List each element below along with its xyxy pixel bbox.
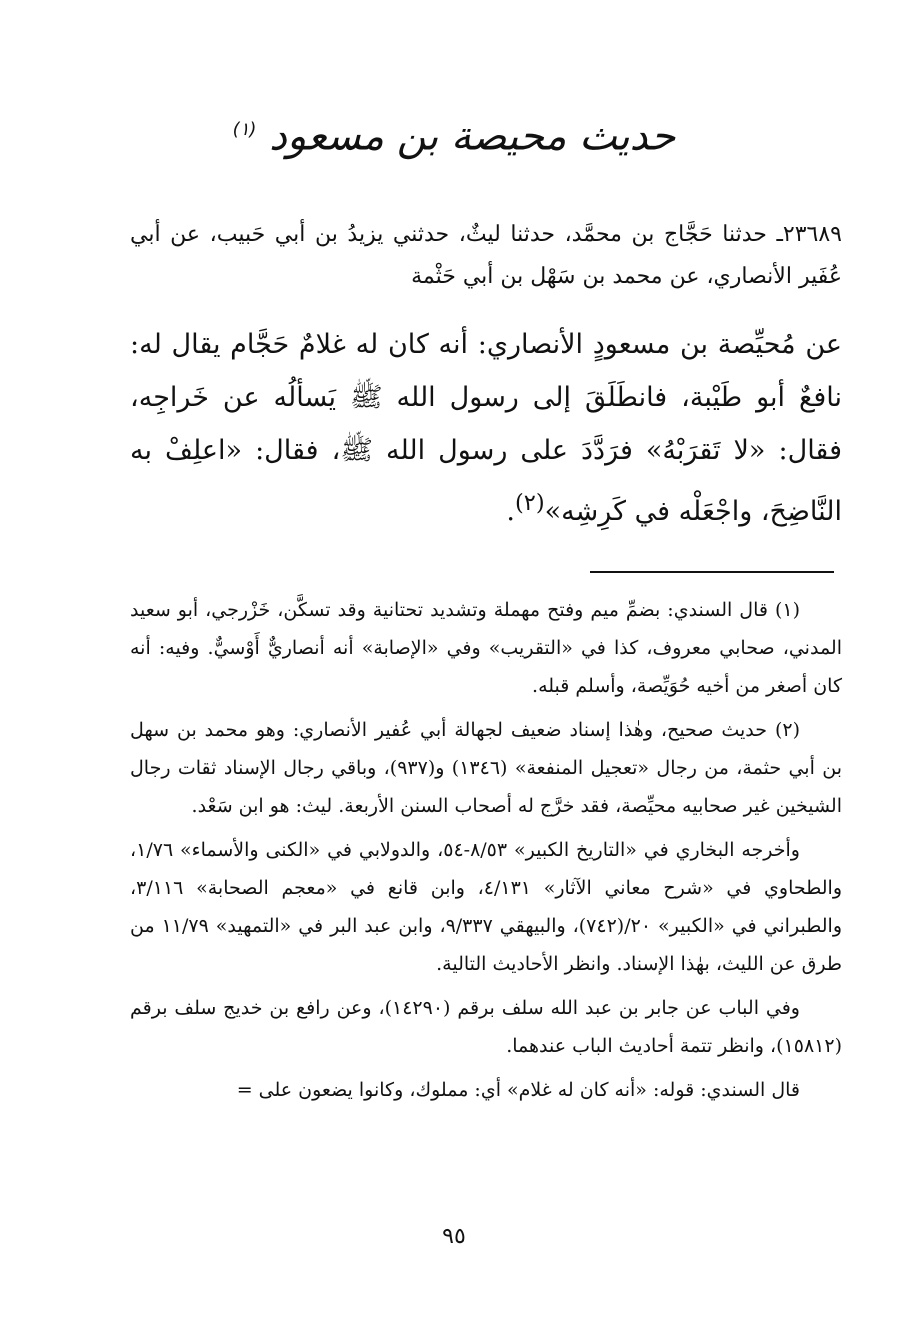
chapter-title bbox=[0, 100, 908, 166]
footnote-2-sources: وأخرجه البخاري في «التاريخ الكبير» ٨/٥٣-٥٤، والدولابي في «الكنى والأسماء» ١/٧٦، والطحاوي في «شرح معاني الآثار» ٤/١٣١، وابن قانع في «معجم الصحابة» ٣/١١٦، والطبراني في «الكبير» ٢٠/(٧٤٢)، والبيهقي ٩/٣٣٧، وابن عبد البر في «التمهيد» ١١/٧٩ من طرق عن الليث، بهٰذا الإسناد. وانظر الأحاديث التالية. bbox=[130, 839, 843, 975]
matn-footnote-ref: (٢) bbox=[514, 490, 545, 516]
title-footnote-ref: (١) bbox=[232, 119, 257, 140]
footnote-2-sindi: قال السندي: قوله: «أنه كان له غلام» أي: مملوك، وكانوا يضعون على = bbox=[236, 1079, 800, 1101]
footnote-divider bbox=[590, 571, 834, 573]
footnotes bbox=[130, 591, 842, 1115]
footnote-2: (٢) حديث صحيح، وهٰذا إسناد ضعيف لجهالة أبي عُفير الأنصاري: وهو محمد بن سهل بن أبي حثمة، من رجال «تعجيل المنفعة» (١٣٤٦) و(٩٣٧)، وباقي رجال الإسناد ثقات رجال الشيخين غير صحابيه محيِّصة، فقد خرَّج له أصحاب السنن الأربعة. ليث: هو ابن سَعْد. bbox=[130, 719, 842, 817]
hadith-matn-text: عن مُحيِّصة بن مسعودٍ الأنصاري: أنه كان له غلامٌ حَجَّام يقال له: نافعٌ أبو طَيْبة، فانطَلَقَ إلى رسول الله ﷺ يَسألُه عن خَراجِه، فقال: «لا تَقرَبْهُ» فرَدَّدَ على رسول الله ﷺ، فقال: «اعلِفْ به النَّاضِحَ، واجْعَلْه في كَرِشِه» bbox=[130, 329, 842, 527]
hadith-block bbox=[130, 214, 842, 538]
hadith-isnad: ٢٣٦٨٩ـ حدثنا حَجَّاج بن محمَّد، حدثنا ليثٌ، حدثني يزيدُ بن أبي حَبيب، عن أبي عُفَير الأنصاري، عن محمد بن سَهْل بن أبي حَثْمة bbox=[130, 222, 842, 289]
hadith-matn bbox=[130, 318, 842, 538]
footnote-2-related: وفي الباب عن جابر بن عبد الله سلف برقم (١٤٢٩٠)، وعن رافع بن خديج سلف برقم (١٥٨١٢)، وانظر تتمة أحاديث الباب عندهما. bbox=[130, 997, 842, 1057]
matn-end-mark: . bbox=[506, 496, 515, 527]
footnote-1: (١) قال السندي: بضمِّ ميم وفتح مهملة وتشديد تحتانية وقد تسكَّن، خَزْرجي، أبو سعيد المدني، صحابي معروف، كذا في «التقريب» وفي «الإصابة» أنه أنصاريٌّ أَوْسيٌّ. وفيه: أنه كان أصغر من أخيه حُوَيِّصة، وأسلم قبله. bbox=[130, 599, 842, 697]
chapter-title-text: حديث محيصة بن مسعود bbox=[269, 113, 676, 160]
page-number: ٩٥ bbox=[442, 1224, 466, 1249]
